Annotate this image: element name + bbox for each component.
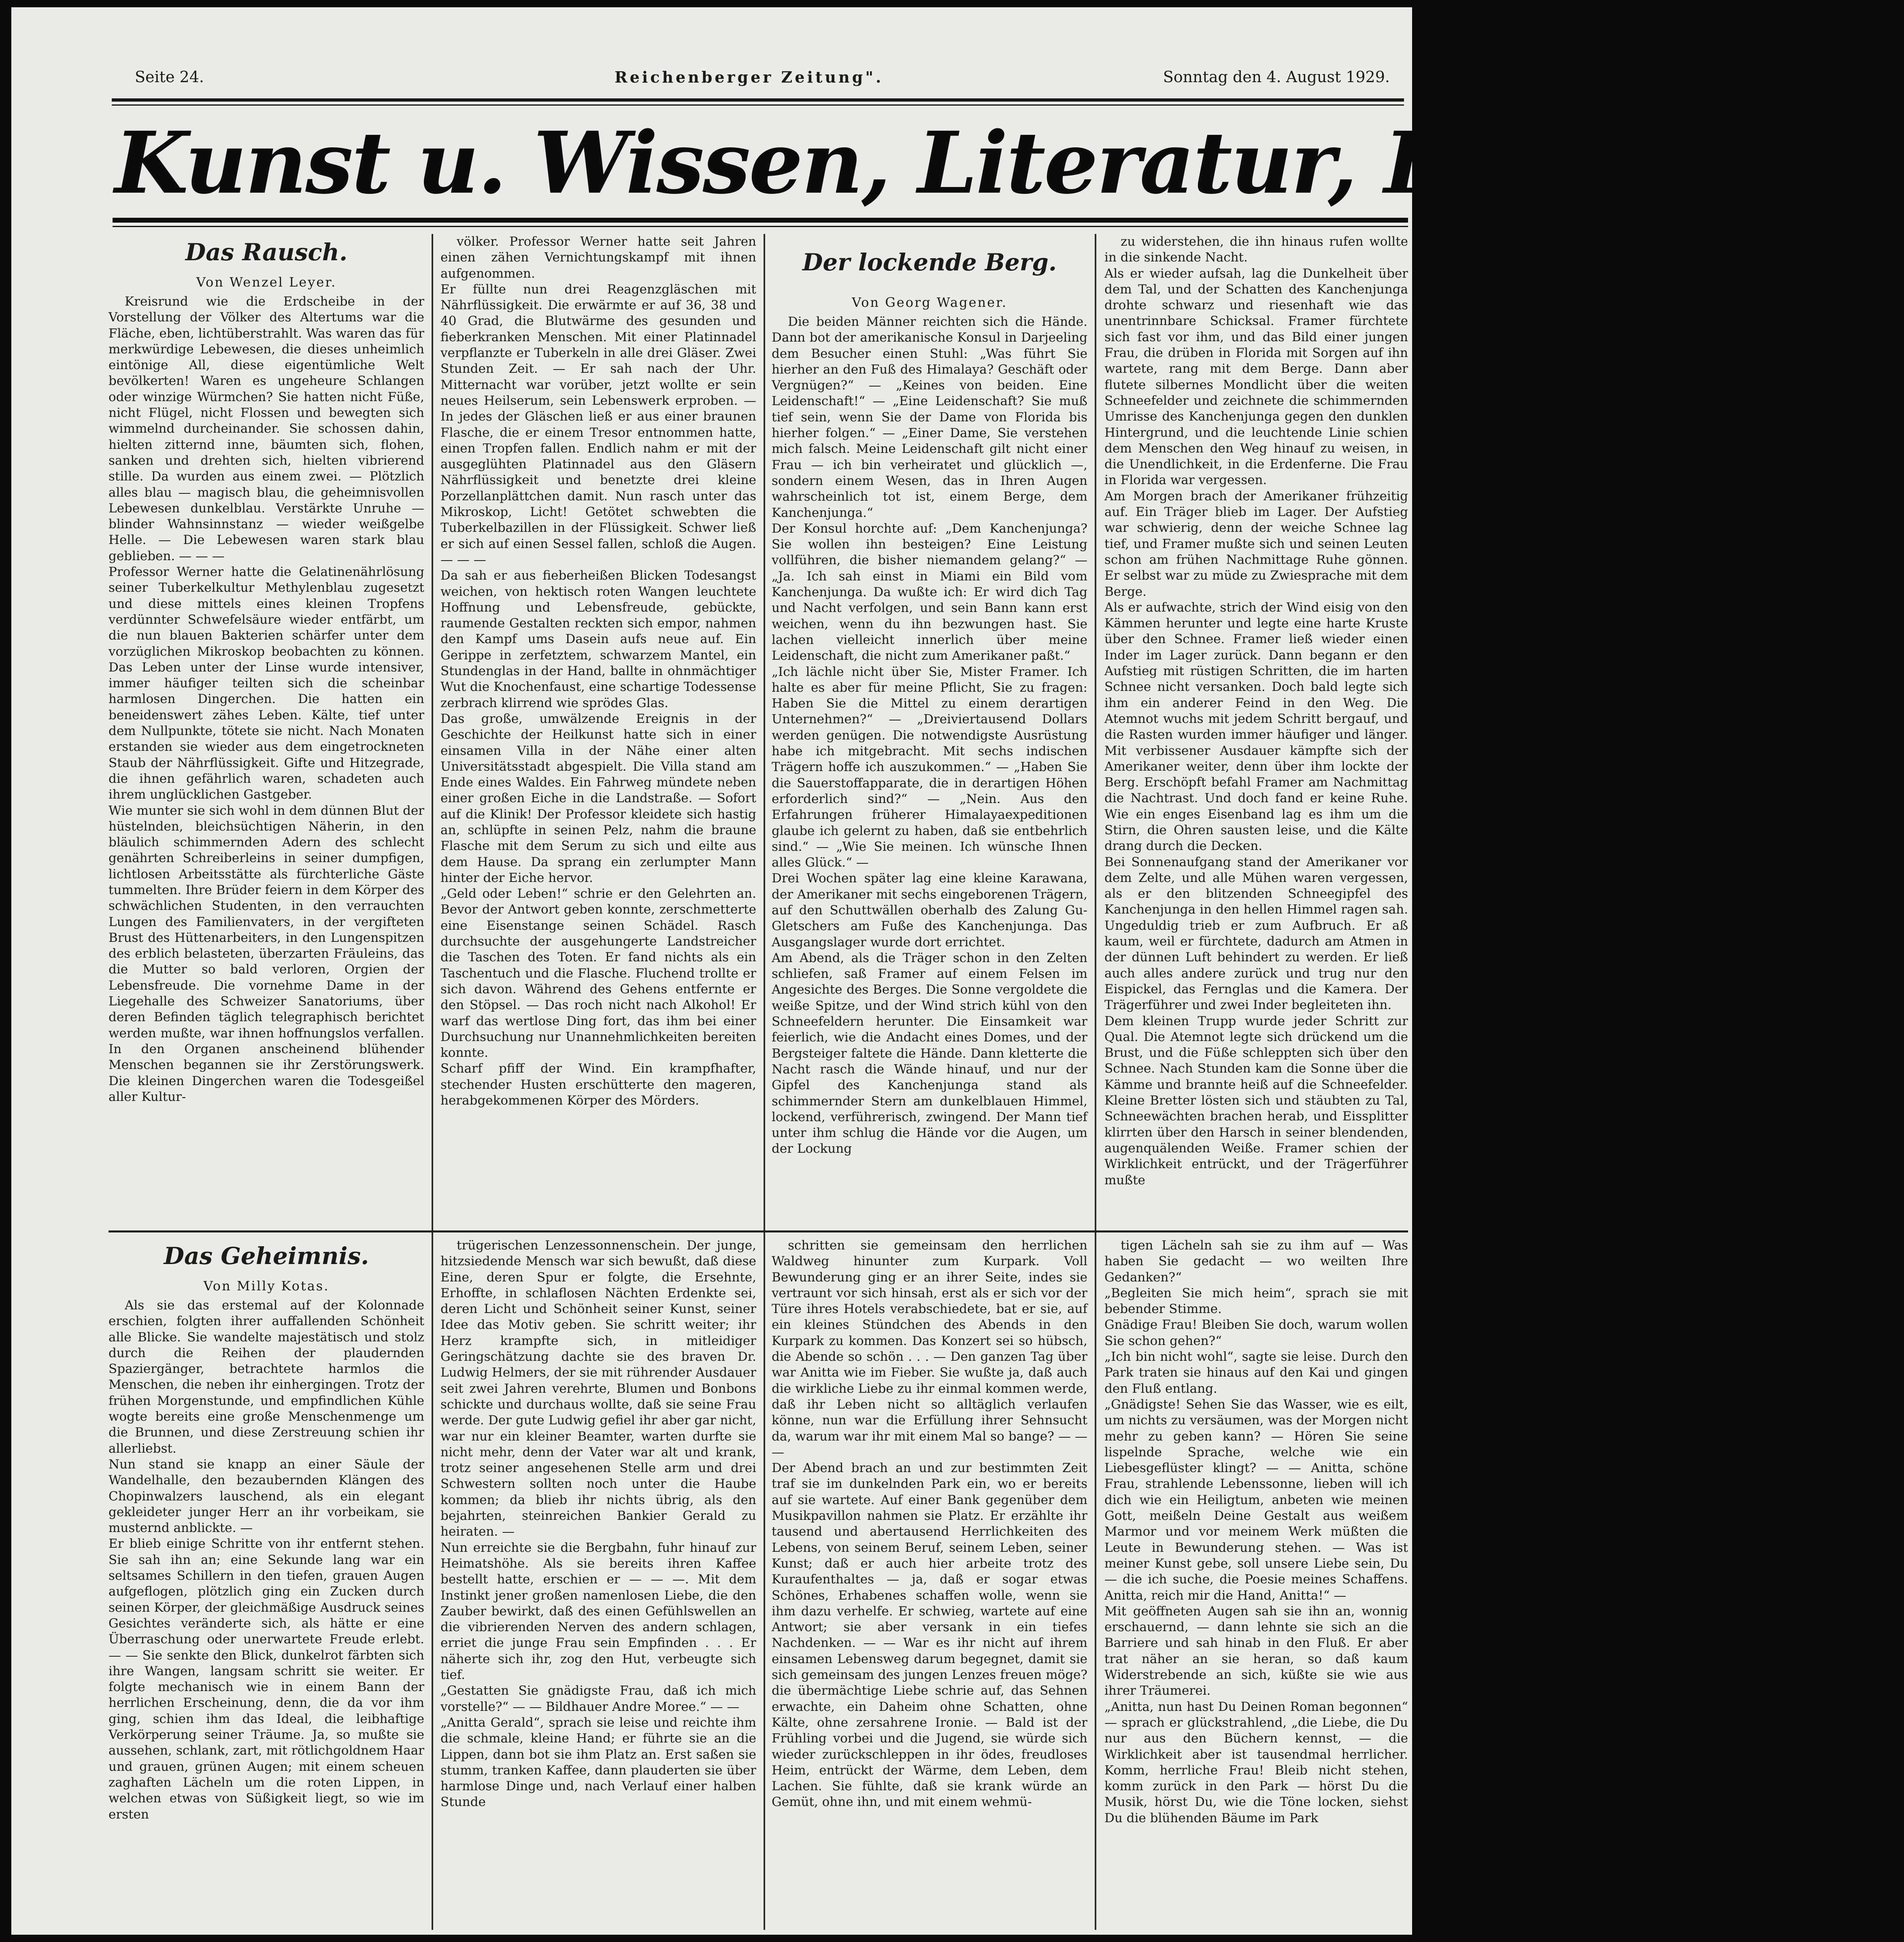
article-text: Kreisrund wie die Erdscheibe in der Vorstellung der Völker des Altertums war die Fläche, eben, lichtüberstrahlt. Was waren das für merkwürdige Lebewesen, die dieses unheimlich eintönige All, diese eigentümliche Welt bevölkerten! Waren es ungeheure Schlangen oder winzige Würmchen? Sie hatten nicht Füße, nicht Flügel, nicht Flossen und bewegten sich wimmelnd durcheinander. Sie schossen dahin, hielten zitternd inne, bäumten sich, flohen, sanken und drehten sich, hielten vibrierend stille. Da wurden aus einem zwei. — Plötzlich alles blau — magisch blau, die geheimnisvollen Lebewesen dunkelblau. Verstärkte Unruhe — blinder Wahnsinnstanz — wieder weißgelbe Helle. — Die Lebewesen waren stark blau geblieben. — — — Professor Werner hatte die Gelatinenährlösung seiner Tuberkelkultur Methylenblau zugesetzt und diese mittels eines kleinen Tropfens verdünnter Schwefelsäure wieder entfärbt, um die nun blauen Bakterien schärfer unter dem vorzüglichen Mikroskop beobachten zu können. Das Leben unter der Linse wurde intensiver, immer häufiger teilten sich die scheinbar harmlosen Dingerchen. Die hatten ein beneidenswert zähes Leben. Kälte, tief unter dem Nullpunkte, tötete sie nicht. Nach Monaten erstanden sie wieder aus dem eingetrockneten Staub der Nährflüssigkeit. Gifte und Hitzegrade, die ihnen gefährlich waren, schadeten auch ihrem unglücklichen Gastgeber. Wie munter sie sich wohl in dem dünnen Blut der hüstelnden, bleichsüchtigen Näherin, in den bläulich schimmernden Adern des schlecht genährten Schreiberleins in seiner dumpfigen, lichtlosen Arbeitsstätte als fürchterliche Gäste tummelten. Ihre Brüder feiern in dem Körper des schwächlichen Studenten, in den verrauchten Lungen des Familienvaters, in der vergifteten Brust des Hüttenarbeiters, in den Lungenspitzen des erblich belasteten, überzarten Fräuleins, das die Mutter so bald verloren, Orgien der Lebensfreude. Die vornehme Dame in der Liegehalle des Schweizer Sanatoriums, über deren Befinden täglich telegraphisch berichtet werden mußte, war ihnen hoffnungslos verfallen. In den Organen anscheinend blühender Menschen begannen sie ihr Zerstörungswerk. Die kleinen Dingerchen waren die Todesgeißel aller Kultur- (108, 294, 424, 1104)
section-masthead: Kunst u. Wissen, Literatur, Belletristik (115, 113, 1904, 213)
berg-column-2 (1104, 234, 1408, 1213)
masthead-rule (113, 218, 1408, 223)
page-number: Seite 24. (135, 68, 204, 86)
issue-date: Sonntag den 4. August 1929. (1163, 68, 1390, 86)
masthead-rule-thin (113, 226, 1408, 227)
article-text: trügerischen Lenzessonnenschein. Der junge, hitzsiedende Mensch war sich bewußt, daß diese Eine, deren Spur er folgte, die Ersehnte, Erhoffte, in schlaflosen Nächten Erdenkte sei, deren Licht und Schönheit seiner Kunst, seiner Idee das Motiv geben. Sie schritt weiter; ihr Herz krampfte sich, in mitleidiger Geringschätzung dachte sie des braven Dr. Ludwig Helmers, der sie mit rührender Ausdauer seit zwei Jahren verehrte, Blumen und Bonbons schickte und durchaus wollte, daß sie seine Frau werde. Der gute Ludwig gefiel ihr aber gar nicht, war nur ein kleiner Beamter, warten durfte sie nicht mehr, denn der Vater war alt und krank, trotz seiner angesehenen Stelle arm und drei Schwestern sollten noch unter die Haube kommen; da blieb ihr nichts übrig, als den bejahrten, steinreichen Bankier Gerald zu heiraten. — Nun erreichte sie die Bergbahn, fuhr hinauf zur Heimatshöhe. Als sie bereits ihren Kaffee bestellt hatte, erschien er — — —. Mit dem Instinkt jener großen namenlosen Liebe, die den Zauber bewirkt, daß des einen Gefühlswellen an die vibrierenden Nerven des andern schlagen, erriet die junge Frau sein Empfinden . . . Er näherte sich ihr, zog den Hut, verbeugte sich tief. „Gestatten Sie gnädigste Frau, daß ich mich vorstelle?“ — — Bildhauer Andre Moree.“ — — „Anitta Gerald“, sprach sie leise und reichte ihm die schmale, kleine Hand; er führte sie an die Lippen, dann bot sie ihm Platz an. Erst saßen sie stumm, tranken Kaffee, dann plauderten sie über harmlose Dinge und, nach Verlauf einer halben Stunde (440, 1238, 756, 1810)
column-rule (1095, 234, 1096, 1234)
article-text: tigen Lächeln sah sie zu ihm auf — Was haben Sie gedacht — wo weilten Ihre Gedanken?“ „Begleiten Sie mich heim“, sprach sie mit bebender Stimme. Gnädige Frau! Bleiben Sie doch, warum wollen Sie schon gehen?“ „Ich bin nicht wohl“, sagte sie leise. Durch den Park traten sie hinaus auf den Kai und gingen den Fluß entlang. „Gnädigste! Sehen Sie das Wasser, wie es eilt, um nichts zu versäumen, was der Morgen nicht mehr zu geben kann? — Hören Sie seine lispelnde Sprache, welche wie ein Liebesgeflüster klingt? — — Anitta, schöne Frau, strahlende Lebenssonne, lieben will ich dich wie ein Heiligtum, anbeten wie meinen Gott, meißeln Deine Gestalt aus weißem Marmor und vor meinem Werk müßten die Leute in Bewunderung stehen. — Was ist meiner Kunst gebe, soll unsere Liebe sein, Du — die ich suche, die Poesie meines Schaffens. Anitta, reich mir die Hand, Anitta!“ — Mit geöffneten Augen sah sie ihn an, wonnig erschauernd, — dann lehnte sie sich an die Barriere und sah hinab in den Fluß. Er aber trat näher an sie heran, so daß kaum Widerstrebende an sich, küßte sie wie aus ihrer Träumerei. „Anitta, nun hast Du Deinen Roman begonnen“ — sprach er glückstrahlend, „die Liebe, die Du nur aus den Büchern kennst, — die Wirklichkeit aber ist tausendmal herrlicher. Komm, herrliche Frau! Bleib nicht stehen, komm zurück in den Park — hörst Du die Musik, hörst Du, wie die Töne locken, siehst Du die blühenden Bäume im Park (1104, 1238, 1408, 1825)
article-title-berg: Der lockende Berg. (802, 249, 1057, 276)
article-text: völker. Professor Werner hatte seit Jahren einen zähen Vernichtungskampf mit ihnen aufgenommen. Er füllte nun drei Reagenzgläschen mit Nährflüssigkeit. Die erwärmte er auf 36, 38 und 40 Grad, die Blutwärme des gesunden und fieberkranken Menschen. Mit einer Platinnadel verpflanzte er Tuberkeln in alle drei Gläser. Zwei Stunden Zeit. — Er sah nach der Uhr. Mitternacht war vorüber, jetzt wollte er sein neues Heilserum, sein Lebenswerk erproben. — In jedes der Gläschen ließ er aus einer braunen Flasche, die er einem Tresor entnommen hatte, einen Tropfen fallen. Endlich nahm er mit der ausgeglühten Platinnadel aus den Gläsern Nährflüssigkeit und benetzte drei kleine Porzellanplättchen damit. Nun rasch unter das Mikroskop, Licht! Getötet schwebten die Tuberkelbazillen in der Flüssigkeit. Schwer ließ er sich auf einen Sessel fallen, schloß die Augen. — — — Da sah er aus fieberheißen Blicken Todesangst weichen, von hektisch roten Wangen leuchtete Hoffnung und Lebensfreude, gebückte, raumende Gestalten reckten sich empor, nahmen den Kampf ums Dasein aufs neue auf. Ein Gerippe in zerfetztem, schwarzem Mantel, ein Stundenglas in der Hand, ballte in ohnmächtiger Wut die Knochenfaust, eine schartige Todessense zerbrach klirrend wie sprödes Glas. Das große, umwälzende Ereignis in der Geschichte der Heilkunst hatte sich in einer einsamen Villa in der Nähe einer alten Universitätsstadt abgespielt. Die Villa stand am Ende eines Waldes. Ein Fahrweg mündete neben einer großen Eiche in die Landstraße. — Sofort auf die Klinik! Der Professor kleidete sich hastig an, schlüpfte in seinen Pelz, nahm die braune Flasche mit dem Serum zu sich und eilte aus dem Hause. Da sprang ein zerlumpter Mann hinter der Eiche hervor. „Geld oder Leben!“ schrie er den Gelehrten an. Bevor der Antwort geben konnte, zerschmetterte eine Eisenstange seinen Schädel. Rasch durchsuchte der ausgehungerte Landstreicher die Taschen des Toten. Er fand nichts als ein Taschentuch und die Flasche. Fluchend trollte er sich davon. Während des Gehens entfernte er den Stöpsel. — Das roch nicht nach Alkohol! Er warf das wertlose Ding fort, das ihm bei einer Durchsuchung nur Unannehmlichkeiten bereiten konnte. Scharf pfiff der Wind. Ein krampfhafter, stechender Husten erschütterte den mageren, herabgekommenen Körper des Mörders. (440, 234, 756, 1108)
rausch-column-2 (440, 234, 756, 1213)
article-text: schritten sie gemeinsam den herrlichen Waldweg hinunter zum Kurpark. Voll Bewunderung ging er an ihrer Seite, indes sie vertraunt vor sich hinsah, erst als er sich vor der Türe ihres Hotels verabschiedete, bat er sie, auf ein kleines Stündchen des Abends in den Kurpark zu kommen. Das Konzert sei so hübsch, die Abende so schön . . . — Den ganzen Tag über war Anitta wie im Fieber. Sie wußte ja, daß auch die wirkliche Liebe zu ihr einmal kommen werde, daß ihr Leben nicht so alltäglich verlaufen könne, nun war die Erfüllung ihrer Sehnsucht da, warum war ihr mit einem Mal so bange? — — — Der Abend brach an und zur bestimmten Zeit traf sie im dunkelnden Park ein, wo er bereits auf sie wartete. Auf einer Bank gegenüber dem Musikpavillon nahmen sie Platz. Er erzählte ihr tausend und abertausend Herrlichkeiten des Lebens, von seinem Beruf, seinem Leben, seiner Kunst; daß er auch hier arbeite trotz des Kuraufenthaltes — ja, daß er sogar etwas Schönes, Erhabenes schaffen wolle, wenn sie ihm dazu verhelfe. Er schwieg, wartete auf eine Antwort; sie aber versank in ein tiefes Nachdenken. — — War es ihr nicht auf ihrem einsamen Lebensweg darum begegnet, damit sie sich gemeinsam des jungen Lenzes freuen möge? die übermächtige Liebe schrie auf, das Sehnen erwachte, ein Daheim ohne Schatten, ohne Kälte, ohne zersahrene Ironie. — Bald ist der Frühling vorbei und die Jugend, sie würde sich wieder zurückschleppen in ihr ödes, freudloses Heim, entrückt der Wärme, dem Leben, dem Lachen. Sie fühlte, daß sie krank würde an Gemüt, ohne ihn, und mit einem wehmü- (772, 1238, 1087, 1810)
page-header (104, 68, 1412, 96)
article-author-berg: Von Georg Wagener. (851, 295, 1008, 310)
article-title-rausch: Das Rausch. (185, 238, 348, 266)
article-text: Als sie das erstemal auf der Kolonnade erschien, folgten ihrer auffallenden Schönheit alle Blicke. Sie wandelte majestätisch und stolz durch die Reihen der plaudernden Spaziergänger, betrachtete harmlos die Menschen, die neben ihr einhergingen. Trotz der frühen Morgenstunde, und empfindlichen Kühle wogte bereits eine große Menschenmenge um die Brunnen, und diese Zerstreuung schien ihr allerliebst. Nun stand sie knapp an einer Säule der Wandelhalle, den bezaubernden Klängen des Chopinwalzers lauschend, als ein elegant gekleideter junger Herr an ihr vorbeikam, sie musternd anblickte. — Er blieb einige Schritte von ihr entfernt stehen. Sie sah ihn an; eine Sekunde lang war ein seltsames Schillern in den tiefen, grauen Augen aufgeflogen, plötzlich ging ein Zucken durch seinen Körper, der gleichmäßige Ausdruck seines Gesichtes veränderte sich, als hätte er eine Überraschung oder unerwartete Freude erlebt. — — Sie senkte den Blick, dunkelrot färbten sich ihre Wangen, langsam schritt sie weiter. Er folgte mechanisch wie in einem Bann der herrlichen Erscheinung, denn, die da vor ihm ging, schien ihm das Ideal, die leibhaftige Verkörperung seiner Träume. Ja, so mußte sie aussehen, schlank, zart, mit rötlichgoldnem Haar und grauen, grünen Augen; mit einem scheuen zaghaften Lächeln um die roten Lippen, in welchen etwas von Süßigkeit liegt, so wie im ersten (108, 1298, 424, 1822)
column-rule (432, 1234, 433, 1930)
article-text: Die beiden Männer reichten sich die Hände. Dann bot der amerikanische Konsul in Darjeeling dem Besucher einen Stuhl: „Was führt Sie hierher an den Fuß des Himalaya? Geschäft oder Vergnügen?“ — „Keines von beiden. Eine Leidenschaft!“ — „Eine Leidenschaft? Sie muß tief sein, wenn Sie der Dame von Florida bis hierher folgen.“ — „Einer Dame, Sie verstehen mich falsch. Meine Leidenschaft gilt nicht einer Frau — ich bin verheiratet und glücklich —, sondern einem Wesen, das in Ihren Augen wahrscheinlich tot ist, einem Berge, dem Kanchenjunga.“ Der Konsul horchte auf: „Dem Kanchenjunga? Sie wollen ihn besteigen? Eine Leistung vollführen, die bisher niemandem gelang?“ — „Ja. Ich sah einst in Miami ein Bild vom Kanchenjunga. Da wußte ich: Er wird dich Tag und Nacht verfolgen, und sein Bann kann erst weichen, wenn du ihn bezwungen hast. Sie lachen vielleicht innerlich über meine Leidenschaft, die nicht zum Amerikaner paßt.“ „Ich lächle nicht über Sie, Mister Framer. Ich halte es aber für meine Pflicht, Sie zu fragen: Haben Sie die Mittel zu einem derartigen Unternehmen?“ — „Dreiviertausend Dollars werden genügen. Die notwendigste Ausrüstung habe ich mitgebracht. Mit sechs indischen Trägern hoffe ich auszukommen.“ — „Haben Sie die Sauerstoffapparate, die in derartigen Höhen erforderlich sind?“ — „Nein. Aus den Erfahrungen früherer Himalayaexpeditionen glaube ich gelernt zu haben, daß sie entbehrlich sind.“ — „Wie Sie meinen. Ich wünsche Ihnen alles Glück.“ — Drei Wochen später lag eine kleine Karawana, der Amerikaner mit sechs eingeborenen Trägern, auf den Schuttwällen oberhalb des Zalung Gu-Gletschers am Fuße des Kanchenjunga. Das Ausgangslager wurde dort errichtet. Am Abend, als die Träger schon in den Zelten schliefen, saß Framer auf einem Felsen im Angesichte des Berges. Die Sonne vergoldete die weiße Spitze, und der Wind strich kühl von den Schneefeldern herunter. Die Einsamkeit war feierlich, wie die Andacht eines Domes, und der Bergsteiger faltete die Hände. Dann kletterte die Nacht rasch die Wände hinauf, und nur der Gipfel des Kanchenjunga stand als schimmernder Stern am dunkelblauen Himmel, lockend, verführerisch, zwingend. Der Mann tief unter ihm schlug die Hände vor die Augen, um der Lockung (772, 314, 1087, 1156)
geheimnis-column-4 (1104, 1238, 1408, 1926)
header-rule-thin (112, 104, 1404, 106)
column-rule (432, 234, 433, 1234)
column-rule (1095, 1234, 1096, 1930)
column-rule (764, 234, 765, 1234)
column-rule (764, 1234, 765, 1930)
rausch-column-1 (108, 234, 424, 1213)
geheimnis-column-1 (108, 1238, 424, 1926)
article-title-geheimnis: Das Geheimnis. (164, 1242, 369, 1270)
geheimnis-column-2 (440, 1238, 756, 1926)
newspaper-page (11, 7, 1904, 1935)
article-author-geheimnis: Von Milly Kotas. (203, 1278, 330, 1294)
section-divider (108, 1230, 1408, 1232)
berg-column-1 (772, 234, 1087, 1213)
header-rule (112, 98, 1404, 102)
article-author-rausch: Von Wenzel Leyer. (196, 274, 337, 290)
geheimnis-column-3 (772, 1238, 1087, 1926)
newspaper-name: Reichenberger Zeitung". (615, 68, 884, 86)
article-text: zu widerstehen, die ihn hinaus rufen wollte in die sinkende Nacht. Als er wieder aufsah, lag die Dunkelheit über dem Tal, und der Schatten des Kanchenjunga drohte schwarz und riesenhaft wie das unentrinnbare Schicksal. Framer fürchtete sich fast vor ihm, und das Bild einer jungen Frau, die drüben in Florida mit Sorgen auf ihn wartete, rang mit dem Berge. Dann aber flutete silbernes Mondlicht über die weiten Schneefelder und zeichnete die schimmernden Umrisse des Kanchenjunga gegen den dunklen Hintergrund, und die leuchtende Linie schien dem Menschen den Weg hinauf zu weisen, in die Unendlichkeit, in die Erdenferne. Die Frau in Florida war vergessen. Am Morgen brach der Amerikaner frühzeitig auf. Ein Träger blieb im Lager. Der Aufstieg war schwierig, denn der weiche Schnee lag tief, und Framer mußte sich und seinen Leuten schon am frühen Nachmittage Ruhe gönnen. Er selbst war zu müde zu Zwiesprache mit dem Berge. Als er aufwachte, strich der Wind eisig von den Kämmen herunter und legte eine harte Kruste über den Schnee. Framer ließ wieder einen Inder im Lager zurück. Dann begann er den Aufstieg mit rüstigen Schritten, die im harten Schnee nicht versanken. Doch bald legte sich ihm ein anderer Feind in den Weg. Die Atemnot wuchs mit jedem Schritt bergauf, und die Rasten wurden immer häufiger und länger. Mit verbissener Ausdauer kämpfte sich der Amerikaner weiter, denn über ihm lockte der Berg. Erschöpft befahl Framer am Nachmittag die Nachtrast. Und doch fand er keine Ruhe. Wie ein enges Eisenband lag es ihm um die Stirn, die Ohren sausten leise, und die Kälte drang durch die Decken. Bei Sonnenaufgang stand der Amerikaner vor dem Zelte, und alle Mühen waren vergessen, als er den blitzenden Schneegipfel des Kanchenjunga in den hellen Himmel ragen sah. Ungeduldig trieb er zum Aufbruch. Er aß kaum, weil er fürchtete, dadurch am Atmen in der dünnen Luft behindert zu werden. Er ließ auch alles andere zurück und trug nur den Eispickel, das Fernglas und die Kamera. Der Trägerführer und zwei Inder begleiteten ihn. Dem kleinen Trupp wurde jeder Schritt zur Qual. Die Atemnot legte sich drückend um die Brust, und die Füße schleppten sich über den Schnee. Nach Stunden kam die Sonne über die Kämme und brannte heiß auf die Schneefelder. Kleine Bretter lösten sich und stäubten zu Tal, Schneewächten brachen herab, und Eissplitter klirrten über den Harsch in seiner blendenden, augenquälenden Weiße. Framer schien der Wirklichkeit entrückt, und der Trägerführer mußte (1104, 234, 1408, 1188)
